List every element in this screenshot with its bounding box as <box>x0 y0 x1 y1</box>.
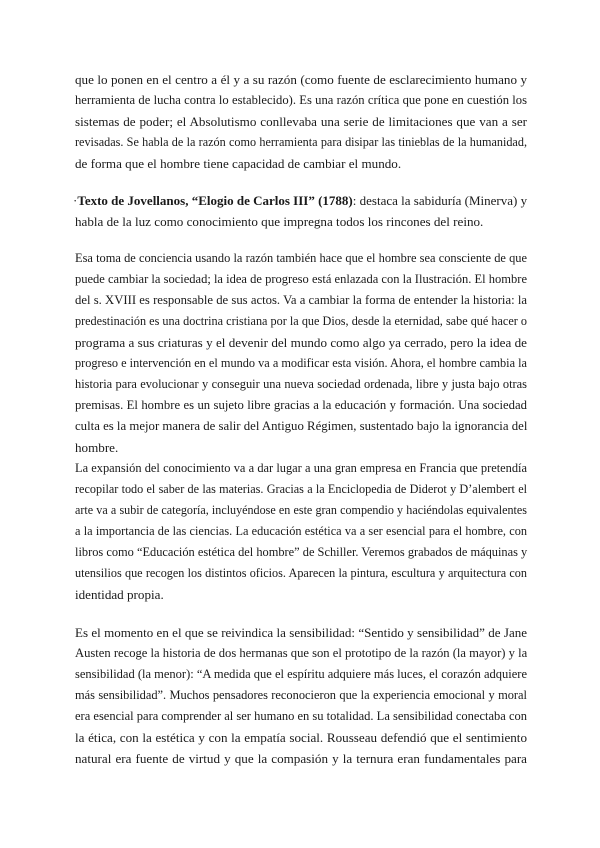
paragraph-1 <box>75 69 527 174</box>
paragraph-3-line-6: utensilios que recogen los distintos oficios. Aparecen la pintura, escultura y arquitectura con <box>75 566 527 580</box>
paragraph-2 <box>75 248 527 458</box>
paragraph-4 <box>75 622 527 769</box>
paragraph-4-line-6: la ética, con la estética y con la empatía social. Rousseau defendió que el sentimiento <box>75 730 527 745</box>
paragraph-4-line-7: natural era fuente de virtud y que la compasión y la ternura eran fundamentales para <box>75 751 527 766</box>
paragraph-1-line-3: sistemas de poder; el Absolutismo conllevaba una serie de limitaciones que van a ser <box>75 114 527 129</box>
paragraph-4-line-1: Es el momento en el que se reivindica la sensibilidad: “Sentido y sensibilidad” de Jane <box>75 625 527 640</box>
paragraph-2-line-3: del s. XVIII es responsable de sus actos. Va a cambiar la forma de entender la historia: la <box>75 293 527 307</box>
paragraph-4-line-5: era esencial para comprender al ser humano en su totalidad. La sensibilidad conectaba con <box>75 709 527 723</box>
paragraph-1-line-5: de forma que el hombre tiene capacidad de cambiar el mundo. <box>75 156 402 171</box>
paragraph-3-line-3: arte va a subir de categoría, incluyéndose en este gran compendio y haciéndolas equivalentes <box>75 503 527 517</box>
paragraph-2-line-8: premisas. El hombre es un sujeto libre gracias a la educación y formación. Una sociedad <box>75 398 527 412</box>
bullet-bold-title: Texto de Jovellanos, “Elogio de Carlos III” (1788) <box>77 193 353 208</box>
paragraph-2-line-2: puede cambiar la sociedad; la idea de progreso está enlazada con la Ilustración. El hombre <box>75 272 527 286</box>
paragraph-1-line-1: que lo ponen en el centro a él y a su razón (como fuente de esclarecimiento humano y <box>75 72 527 87</box>
bullet-item-jovellanos <box>75 190 527 232</box>
paragraph-2-line-4: predestinación es una doctrina cristiana por la que Dios, desde la eternidad, sabe qué hacer o <box>75 314 527 328</box>
paragraph-3-line-1: La expansión del conocimiento va a dar lugar a una gran empresa en Francia que pretendía <box>75 461 527 475</box>
paragraph-2-line-5: programa a sus criaturas y el devenir del mundo como algo ya cerrado, pero la idea de <box>75 335 527 350</box>
paragraph-2-line-9: culta es la mejor manera de salir del Antiguo Régimen, sustentado bajo la ignorancia del <box>75 419 528 433</box>
paragraph-3-line-7: identidad propia. <box>75 587 164 602</box>
bullet-line-1-text <box>77 190 527 211</box>
paragraph-2-line-10: hombre. <box>75 440 119 455</box>
paragraph-3-line-4: a la importancia de las ciencias. La educación estética va a ser esencial para el hombre, con <box>75 524 527 538</box>
paragraph-4-line-4: más sensibilidad”. Muchos pensadores reconocieron que la experiencia emocional y moral <box>75 688 527 702</box>
bullet-line-1-rest: : destaca la sabiduría (Minerva) y <box>352 193 528 208</box>
paragraph-1-line-2: herramienta de lucha contra lo establecido). Es una razón crítica que pone en cuestión los <box>75 93 527 107</box>
paragraph-2-line-1: Esa toma de conciencia usando la razón también hace que el hombre sea consciente de que <box>75 251 527 265</box>
bullet-dot-icon: · <box>73 193 78 208</box>
paragraph-4-line-2: Austen recoge la historia de dos hermanas que son el prototipo de la razón (la mayor) y la <box>75 646 528 660</box>
bullet-line-1 <box>75 190 527 211</box>
paragraph-4-line-3: sensibilidad (la menor): “A medida que el espíritu adquiere más luces, el corazón adquiere <box>75 667 527 681</box>
paragraph-1-line-4: revisadas. Se habla de la razón como herramienta para disipar las tinieblas de la humanidad, <box>75 135 527 149</box>
paragraph-3 <box>75 458 527 605</box>
paragraph-2-line-6: progreso e intervención en el mundo va a modificar esta visión. Ahora, el hombre cambia la <box>75 356 527 370</box>
paragraph-3-line-2: recopilar todo el saber de las materias. Gracias a la Enciclopedia de Diderot y D’alembert el <box>75 482 527 496</box>
bullet-line-2: habla de la luz como conocimiento que impregna todos los rincones del reino. <box>75 214 484 229</box>
paragraph-3-line-5: libros como “Educación estética del hombre” de Schiller. Veremos grabados de máquinas y <box>75 545 528 559</box>
paragraph-2-line-7: historia para evolucionar y conseguir una nueva sociedad ordenada, libre y justa bajo otras <box>75 377 527 391</box>
